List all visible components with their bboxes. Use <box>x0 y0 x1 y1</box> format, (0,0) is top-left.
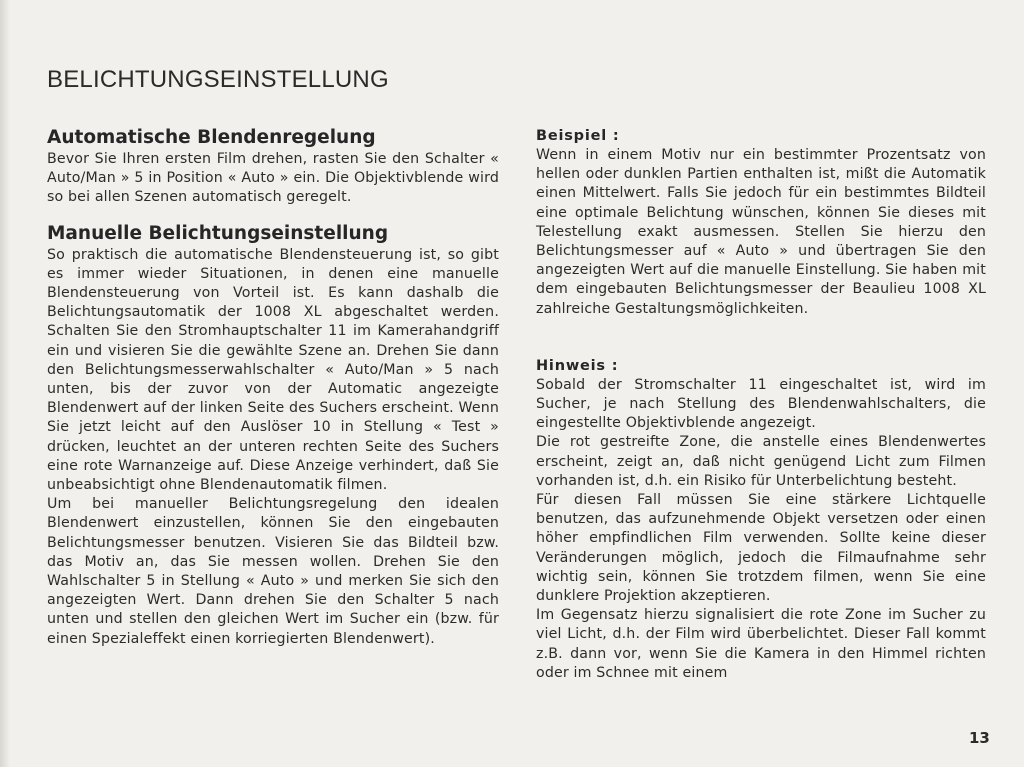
manual-heading: Manuelle Belichtungseinstellung <box>47 222 389 244</box>
auto-paragraph: Bevor Sie Ihren ersten Film drehen, rasten Sie den Schalter « Auto/Man » 5 in Position « Auto » ein. Die Objektivblende wird so bei allen Szenen automatisch geregelt. <box>47 151 499 206</box>
auto-heading: Automatische Blendenregelung <box>47 127 376 148</box>
manual-paragraph-1: So praktisch die automatische Blendensteuerung ist, so gibt es immer wieder Situationen, in denen eine manuelle Blendensteuerung von Vorteil ist. Es kann dashalb die Belichtungsautomatik der 1008 XL abgeschaltet werden. Schalten Sie den Stromhauptschalter 11 im Kamerahandgriff ein und visieren Sie die gewählte Szene an. Drehen Sie dann den Belichtungsmesserwahlschalter « Auto/Man » 5 nach unten, bis der zuvor von der Automatic angezeigte Blendenwert auf der linken Seite des Suchers erscheint. Wenn Sie jetzt leicht auf den Auslöser 10 in Stellung « Test » drücken, leuchtet an der unteren rechten Seite des Suchers eine rote Warnanzeige auf. Diese Anzeige verhindert, daß Sie unbeabsichtigt ohne Blendenautomatik filmen. <box>47 246 499 494</box>
hinweis-paragraph-2: Die rot gestreifte Zone, die anstelle eines Blendenwertes erscheint, zeigt an, daß nicht genügend Licht zum Filmen vorhanden ist, d.h. ein Risiko für Unterbelichtung besteht. <box>536 434 986 489</box>
hinweis-heading: Hinweis : <box>536 357 619 374</box>
page-spine-shadow <box>0 0 10 767</box>
hinweis-paragraph-4: Im Gegensatz hierzu signalisiert die rote Zone im Sucher zu viel Licht, d.h. der Film wird überbelichtet. Dieser Fall kommt z.B. dann vor, wenn Sie die Kamera in den Himmel richten oder im Schnee mit einem <box>536 607 986 681</box>
beispiel-heading: Beispiel : <box>536 128 620 144</box>
page-title: BELICHTUNGSEINSTELLUNG <box>47 66 389 93</box>
hinweis-paragraph-1: Sobald der Stromschalter 11 eingeschaltet ist, wird im Sucher, je nach Stellung des Blendenwahlschalters, die eingestellte Objektivblende angezeigt. <box>536 376 986 432</box>
hinweis-paragraph-3: Für diesen Fall müssen Sie eine stärkere Lichtquelle benutzen, das aufzunehmende Objekt versetzen oder einen höher empfindlichen Film verwenden. Sollte keine dieser Veränderungen möglich, jedoch die Filmaufnahme sehr wichtig sein, können Sie trotzdem filmen, wenn Sie eine dunklere Projektion akzeptieren. <box>536 492 986 605</box>
beispiel-paragraph: Wenn in einem Motiv nur ein bestimmter Prozentsatz von hellen oder dunklen Partien enthalten ist, mißt die Automatik einen Mittelwert. Falls Sie jedoch für ein bestimmtes Bildteil eine optimale Belichtung wünschen, können Sie dieses mit Telestellung exakt ausmessen. Stellen Sie hierzu den Belichtungsmesser auf « Auto » und übertragen Sie den angezeigten Wert auf die manuelle Einstellung. Sie haben mit dem eingebauten Belichtungsmesser der Beaulieu 1008 XL zahlreiche Gestaltungsmöglichkeiten. <box>536 147 986 317</box>
left-column <box>47 126 499 649</box>
page-number: 13 <box>969 729 990 747</box>
right-column <box>536 126 986 683</box>
manual-paragraph-2: Um bei manueller Belichtungsregelung den idealen Blendenwert einzustellen, können Sie den eingebauten Belichtungsmesser benutzen. Visieren Sie das Bildteil bzw. das Motiv an, das Sie messen wollen. Drehen Sie den Wahlschalter 5 in Stellung « Auto » und merken Sie sich den angezeigten Wert. Dann drehen Sie den Schalter 5 nach unten und stellen den gleichen Wert im Sucher ein (bzw. für einen Spezialeffekt einen korriegierten Blendenwert). <box>47 496 499 647</box>
